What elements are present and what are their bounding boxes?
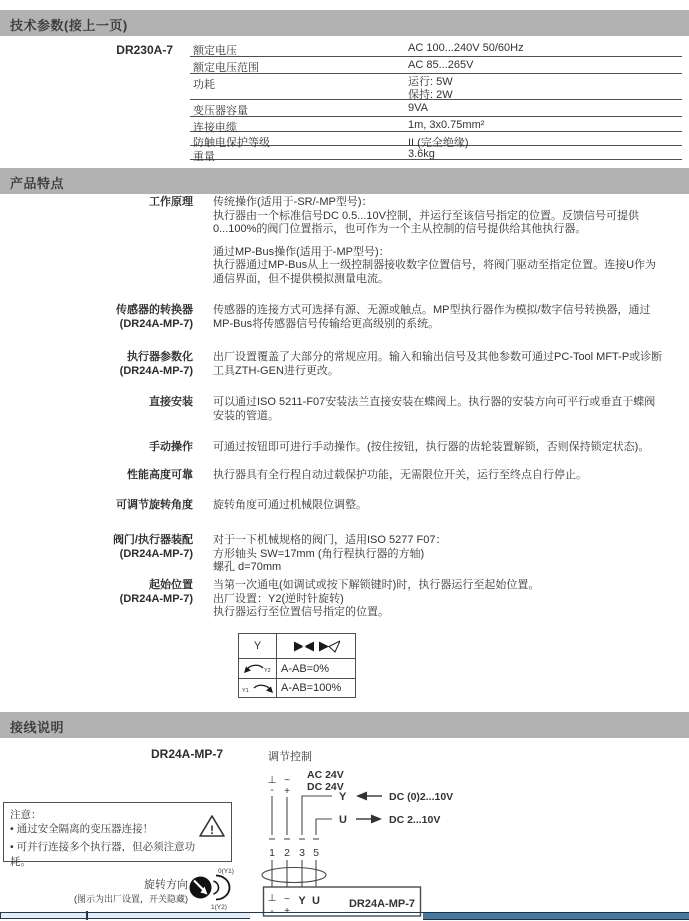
note-heading: 注意： — [10, 809, 42, 821]
table-row — [239, 634, 356, 659]
tech-spec-table — [190, 40, 682, 163]
text-line: 执行器由一个标准信号DC 0.5...10V控制，并运行至该信号指定的位置。反馈信号可提供 — [213, 209, 639, 222]
diagram-title: 调节控制 — [268, 751, 312, 763]
text-line: 对于一下机械规格的阀门，适用ISO 5277 F07： — [213, 534, 447, 546]
note-bullet: • 可并行连接多个执行器，但必须注意功耗。 — [10, 839, 210, 869]
feature-label — [0, 534, 193, 561]
minus-symbol: - — [270, 785, 274, 796]
page-bottom-edge-tick — [86, 911, 88, 920]
rotation-top-mark: 0(Y1) — [218, 868, 234, 875]
feature-label-text: 可调节旋转角度 — [116, 499, 193, 511]
terminal-number: 1 — [269, 847, 275, 859]
arrow-left-icon — [356, 792, 367, 801]
note-bullet: • 通过安全隔离的变压器连接！ — [10, 821, 196, 836]
feature-label-text: 阀门/执行器装配 — [112, 534, 193, 546]
spec-label: 功耗 — [193, 79, 215, 91]
feature-body — [213, 441, 675, 455]
table-row — [239, 659, 356, 679]
table-row — [190, 117, 682, 132]
text-line: 方形轴头 SW=17mm (角行程执行器的方轴) — [213, 547, 425, 560]
text-line: 通信界面，但不提供模拟测量电流。 — [213, 272, 389, 285]
feature-label-text: 传感器的转换器 — [116, 304, 193, 316]
spec-value: AC 100...240V 50/60Hz — [408, 42, 524, 54]
table-row — [190, 132, 682, 149]
rotation-label-sub: (图示为出厂设置，开关隐藏) — [74, 894, 188, 904]
text-line: 执行器具有全行程自动过载保护功能，无需限位开关，运行至终点自行停止。 — [213, 469, 587, 481]
text-line: 可通过按钮即可进行手动操作。(按住按钮，执行器的齿轮装置解锁，否则保持锁定状态)。 — [213, 441, 650, 453]
feature-label-text: 性能高度可靠 — [127, 469, 193, 481]
feature-label-text: 手动操作 — [149, 441, 193, 453]
feature-paragraph — [213, 246, 675, 287]
spec-value: 1m, 3x0.75mm² — [408, 119, 485, 131]
rotate-cw-y2-icon — [242, 660, 274, 674]
text-line: 0...100%的阀门位置指示，也可作为一个主从控制的信号提供给其他执行器。 — [213, 223, 587, 235]
valve-position-value: A-AB=100% — [277, 679, 356, 698]
u-terminal-label: U — [312, 895, 320, 907]
text-line: 传感器的连接方式可选择有源、无源或触点。MP型执行器作为模拟/数字信号转换器，通过 — [213, 304, 651, 316]
spec-label: 防触电保护等级 — [193, 137, 270, 149]
text-line: 螺孔 d=70mm — [213, 561, 282, 573]
power-dc-label: DC 24V — [307, 781, 344, 793]
spec-label: 额定电压范围 — [193, 62, 259, 74]
valve-position-table — [238, 633, 356, 698]
feature-label-text: 起始位置 — [149, 579, 193, 591]
feature-label — [0, 351, 193, 378]
rotation-direction-icon — [183, 862, 247, 914]
feature-label-sub: (DR24A-MP-7) — [119, 364, 193, 377]
actuator-box-label: DR24A-MP-7 — [348, 898, 416, 910]
spec-value: AC 85...265V — [408, 59, 474, 71]
feature-label-text: 工作原理 — [149, 196, 193, 208]
rotation-label-text: 旋转方向 — [144, 879, 188, 891]
feature-label-sub: (DR24A-MP-7) — [119, 547, 193, 560]
warning-triangle-icon — [198, 814, 226, 839]
wires — [269, 796, 332, 887]
text-line: 执行器通过MP-Bus从上一级控制器接收数字位置信号，将阀门驱动至指定位置。连接U作为 — [213, 259, 657, 271]
spec-label: 重量 — [193, 151, 215, 163]
text-line: 传统操作(适用于-SR/-MP型号)： — [213, 196, 373, 208]
spec-label: 变压器容量 — [193, 105, 248, 117]
terminal-number: 3 — [299, 847, 305, 859]
svg-text:Y2: Y2 — [263, 668, 271, 674]
page-bottom-edge-right — [423, 912, 689, 920]
text-line: 执行器运行至位置信号指定的位置。 — [213, 606, 389, 618]
text-line: 当第一次通电(如调试或按下解锁键时)时，执行器运行至起始位置。 — [213, 579, 540, 591]
feature-label — [0, 196, 193, 210]
svg-text:!: ! — [210, 823, 214, 837]
ac-symbol: ~ — [284, 894, 290, 905]
feature-label — [0, 499, 193, 513]
caution-note-box — [3, 802, 232, 868]
text-line: 可以通过ISO 5211-F07安装法兰直接安装在蝶阀上。执行器的安装方向可平行或垂直于蝶阀 — [213, 396, 656, 408]
text-line: 出厂设置：Y2(逆时针旋转) — [213, 592, 344, 605]
spec-value: 9VA — [408, 102, 428, 114]
table-row — [239, 679, 356, 698]
feature-label — [0, 441, 193, 455]
page-bottom-edge-left — [0, 913, 250, 919]
feature-body — [213, 396, 675, 423]
terminal-number: 2 — [284, 847, 290, 859]
rotation-direction-label — [30, 876, 188, 904]
spec-value — [408, 76, 682, 101]
feature-label — [0, 579, 193, 606]
feature-label — [0, 304, 193, 331]
valve-icons-cell — [277, 634, 356, 659]
u-terminal-label: U — [339, 814, 347, 826]
text-line: 出厂设置覆盖了大部分的常规应用。输入和输出信号及其他参数可通过PC-Tool MFT-P或诊断 — [213, 351, 663, 363]
valve-closed-icon — [293, 640, 315, 653]
earth-symbol: ⊥ — [267, 775, 277, 786]
ac-symbol: ~ — [284, 775, 290, 786]
table-row — [190, 40, 682, 57]
arrow-right-icon — [371, 815, 382, 824]
feature-label-sub: (DR24A-MP-7) — [119, 592, 193, 605]
feature-label-text: 直接安装 — [149, 396, 193, 408]
spec-value: 3.6kg — [408, 148, 435, 160]
section-header-wiring — [0, 712, 689, 738]
u-signal-label: DC 2...10V — [389, 814, 441, 826]
plus-symbol: + — [284, 786, 290, 797]
spec-value-line: 运行: 5W — [408, 76, 453, 88]
text-line: MP-Bus将传感器信号传输给更高级别的系统。 — [213, 317, 440, 330]
table-row — [190, 74, 682, 100]
section-title: 接线说明 — [10, 720, 65, 735]
text-line: 通过MP-Bus操作(适用于-MP型号)： — [213, 245, 390, 258]
spec-label: 连接电缆 — [193, 122, 237, 134]
valve-position-value: A-AB=0% — [277, 659, 356, 679]
feature-body — [213, 499, 675, 513]
rotate-ccw-y1-icon — [241, 680, 275, 694]
spec-label: 额定电压 — [193, 45, 237, 57]
rotation-cw-cell — [239, 659, 277, 679]
feature-body — [213, 534, 675, 575]
wiring-diagram — [255, 765, 480, 921]
table-row — [190, 146, 682, 163]
table-row — [190, 100, 682, 117]
feature-paragraph — [213, 196, 675, 237]
valve-open-icon — [318, 640, 340, 653]
feature-label-sub: (DR24A-MP-7) — [119, 317, 193, 330]
feature-label — [0, 396, 193, 410]
feature-body — [213, 579, 675, 620]
section-header-tech — [0, 10, 689, 36]
text-line: 安装的管道。 — [213, 409, 279, 422]
section-title: 产品特点 — [10, 176, 65, 191]
y-terminal-label: Y — [339, 791, 347, 803]
feature-body — [213, 196, 675, 286]
y-signal-label: DC (0)2...10V — [389, 791, 454, 803]
rotation-bottom-mark: 1(Y2) — [211, 904, 227, 911]
section-header-features — [0, 168, 689, 194]
model-number-dr24a-mp7: DR24A-MP-7 — [150, 747, 223, 761]
earth-symbol: ⊥ — [267, 893, 277, 904]
feature-label-text: 执行器参数化 — [127, 351, 193, 363]
model-number-dr230a7: DR230A-7 — [116, 43, 173, 57]
rotation-ccw-cell — [239, 679, 277, 698]
feature-body — [213, 351, 675, 378]
spec-value-line: 保持: 2W — [408, 89, 453, 101]
power-ac-label: AC 24V — [307, 769, 344, 781]
spec-value: II (完全绝缘) — [408, 137, 469, 149]
terminal-number: 5 — [313, 847, 319, 859]
table-row — [190, 57, 682, 74]
text-line: 旋转角度可通过机械限位调整。 — [213, 499, 367, 511]
feature-body — [213, 304, 675, 331]
svg-text:Y1: Y1 — [241, 687, 249, 694]
section-title: 技术参数(接上一页) — [10, 18, 128, 33]
feature-body — [213, 469, 675, 483]
feature-label — [0, 469, 193, 483]
y-terminal-label: Y — [298, 895, 306, 907]
text-line: 工具ZTH-GEN进行更改。 — [213, 364, 339, 377]
y-signal-header: Y — [239, 634, 277, 659]
